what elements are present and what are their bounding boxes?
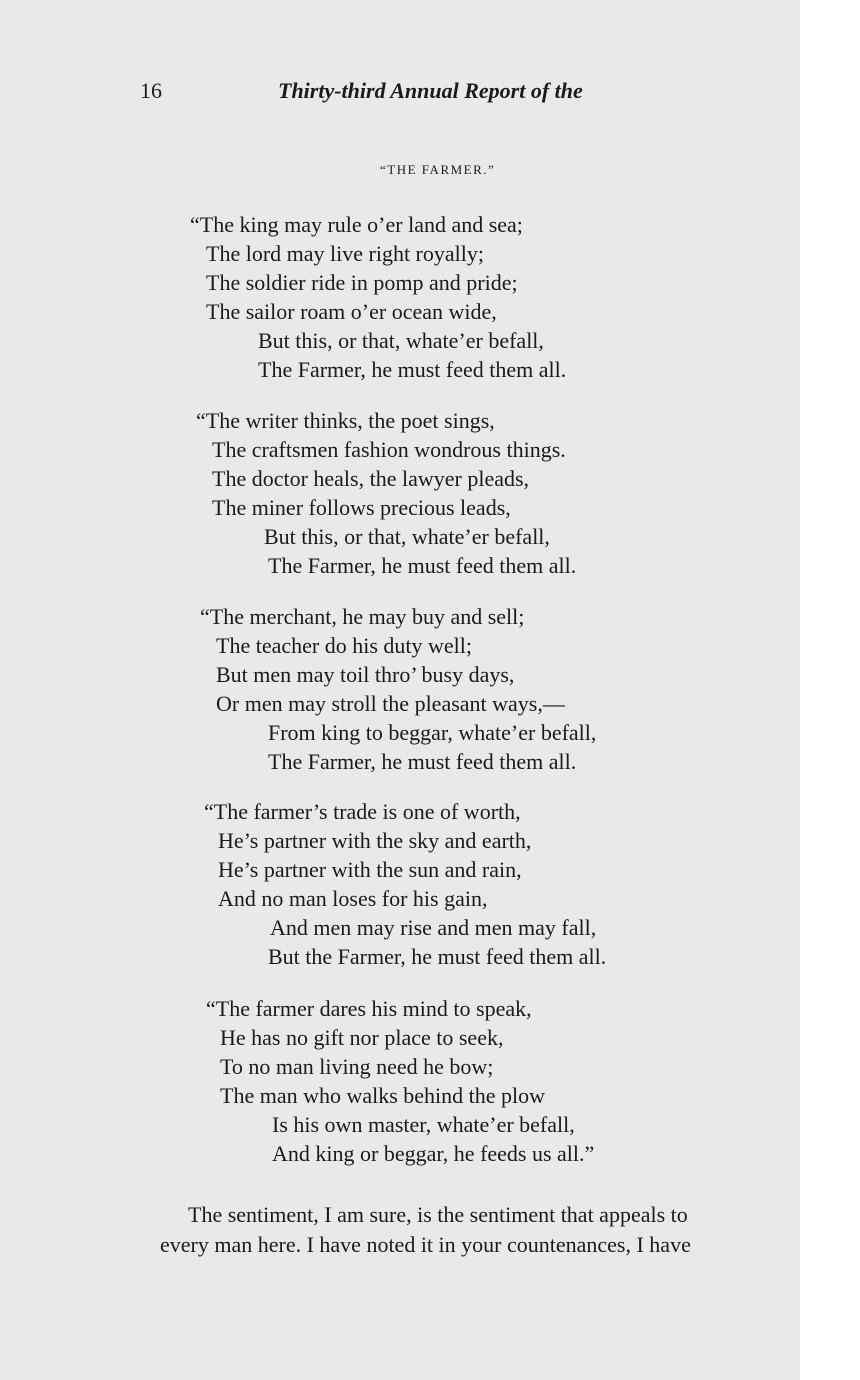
poem-line: Or men may stroll the pleasant ways,— xyxy=(216,691,565,716)
poem-line: The sailor roam o’er ocean wide, xyxy=(206,299,497,324)
poem-line: Is his own master, whate’er befall, xyxy=(272,1112,575,1137)
poem-line: And king or beggar, he feeds us all.” xyxy=(272,1141,595,1166)
poem-line: And men may rise and men may fall, xyxy=(270,915,597,940)
poem-line: And no man loses for his gain, xyxy=(218,886,488,911)
poem-line: The doctor heals, the lawyer pleads, xyxy=(212,466,530,491)
poem-line: From king to beggar, whate’er befall, xyxy=(268,720,597,745)
poem-line: But this, or that, whate’er befall, xyxy=(264,524,550,549)
prose-line: every man here. I have noted it in your countenances, I have xyxy=(160,1232,691,1257)
poem-line: “The merchant, he may buy and sell; xyxy=(200,604,525,629)
poem-line: The lord may live right royally; xyxy=(206,241,484,266)
poem-line: The craftsmen fashion wondrous things. xyxy=(212,437,566,462)
prose-line: The sentiment, I am sure, is the sentiment that appeals to xyxy=(188,1202,688,1227)
poem-title: “THE FARMER.” xyxy=(380,162,496,177)
poem-line: The man who walks behind the plow xyxy=(220,1083,546,1108)
poem-line: The Farmer, he must feed them all. xyxy=(268,553,577,578)
poem-line: He’s partner with the sun and rain, xyxy=(218,857,522,882)
poem-line: The miner follows precious leads, xyxy=(212,495,511,520)
prose-paragraph xyxy=(160,1200,820,1260)
poem-line: But this, or that, whate’er befall, xyxy=(258,328,544,353)
poem-line: To no man living need he bow; xyxy=(220,1054,494,1079)
poem-line: He has no gift nor place to seek, xyxy=(220,1025,504,1050)
poem-line: “The writer thinks, the poet sings, xyxy=(196,408,495,433)
page-number: 16 xyxy=(140,78,162,103)
poem-line: The Farmer, he must feed them all. xyxy=(258,357,567,382)
poem-line: “The farmer dares his mind to speak, xyxy=(206,996,532,1021)
running-title: Thirty-third Annual Report of the xyxy=(278,78,583,103)
poem-line: The soldier ride in pomp and pride; xyxy=(206,270,518,295)
poem-line: But men may toil thro’ busy days, xyxy=(216,662,515,687)
poem-line: “The king may rule o’er land and sea; xyxy=(190,212,523,237)
poem-line: The Farmer, he must feed them all. xyxy=(268,749,577,774)
poem-line: He’s partner with the sky and earth, xyxy=(218,828,532,853)
poem-line: The teacher do his duty well; xyxy=(216,633,472,658)
poem-line: “The farmer’s trade is one of worth, xyxy=(204,799,521,824)
poem-line: But the Farmer, he must feed them all. xyxy=(268,944,607,969)
